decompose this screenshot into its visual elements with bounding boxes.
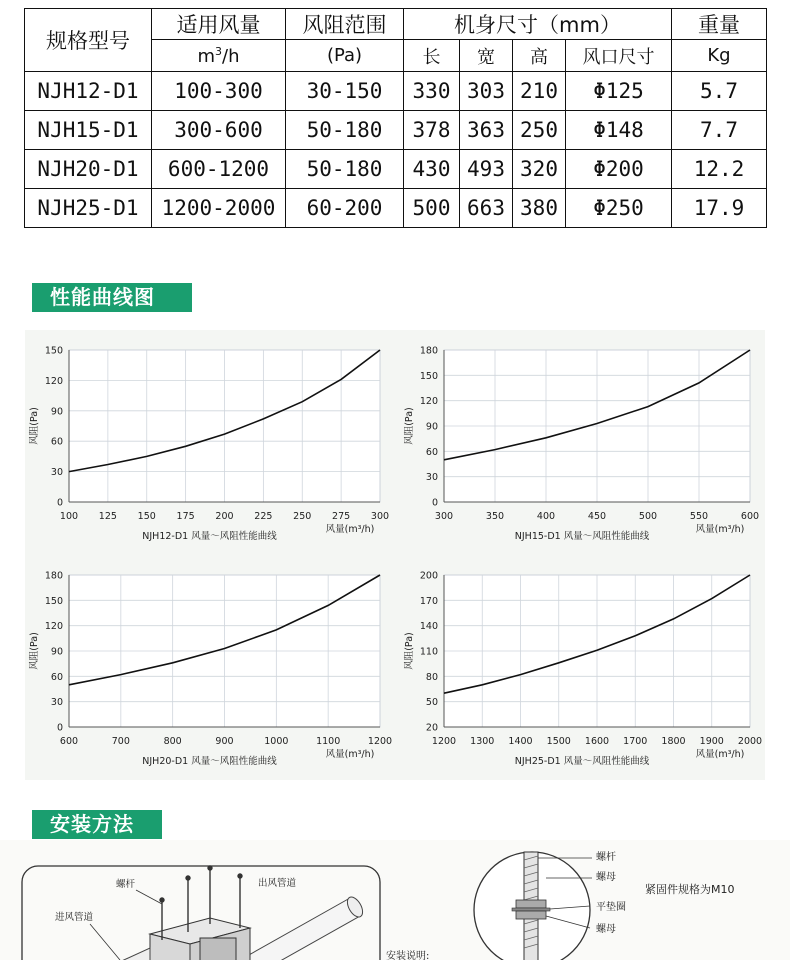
y-tick-label: 30 bbox=[50, 697, 63, 709]
x-tick-label: 1500 bbox=[546, 736, 571, 747]
header-width: 宽 bbox=[460, 40, 513, 72]
x-tick-label: 225 bbox=[254, 511, 273, 522]
x-tick-label: 700 bbox=[111, 736, 130, 747]
cell-airflow: 300-600 bbox=[152, 111, 286, 150]
x-tick-label: 450 bbox=[587, 511, 607, 522]
x-tick-label: 500 bbox=[638, 511, 658, 522]
x-tick-label: 1400 bbox=[508, 736, 533, 747]
label-outlet-duct: 出风管道 bbox=[258, 878, 297, 889]
y-tick-label: 60 bbox=[50, 436, 63, 448]
x-axis-label: 风量(m³/h) bbox=[325, 524, 375, 535]
spec-table bbox=[24, 8, 767, 228]
x-tick-label: 600 bbox=[740, 511, 760, 522]
cell-length: 430 bbox=[404, 150, 460, 189]
y-axis-label: 风阻(Pa) bbox=[29, 407, 40, 445]
cell-length: 330 bbox=[404, 72, 460, 111]
table-header-row bbox=[25, 9, 767, 40]
label-nut-bottom: 螺母 bbox=[596, 924, 616, 935]
y-tick-label: 150 bbox=[44, 345, 63, 357]
cell-width: 363 bbox=[460, 111, 513, 150]
cell-pressure: 60-200 bbox=[286, 189, 404, 228]
y-tick-label: 80 bbox=[425, 671, 438, 683]
header-model: 规格型号 bbox=[25, 9, 152, 72]
x-tick-label: 800 bbox=[163, 736, 182, 747]
x-axis-label: 风量(m³/h) bbox=[695, 749, 745, 760]
fastener-detail bbox=[474, 852, 590, 960]
x-tick-label: 900 bbox=[215, 736, 234, 747]
table-row bbox=[25, 111, 767, 150]
x-tick-label: 550 bbox=[689, 511, 709, 522]
y-tick-label: 90 bbox=[50, 646, 63, 658]
cell-weight: 5.7 bbox=[672, 72, 767, 111]
x-tick-label: 1300 bbox=[470, 736, 495, 747]
cell-outlet: Φ200 bbox=[566, 150, 672, 189]
y-axis-label: 风阻(Pa) bbox=[404, 632, 415, 670]
x-tick-label: 1200 bbox=[431, 736, 457, 747]
label-inlet-duct: 进风管道 bbox=[55, 912, 94, 923]
y-axis-label: 风阻(Pa) bbox=[404, 407, 415, 445]
y-tick-label: 0 bbox=[56, 722, 63, 734]
x-tick-label: 1800 bbox=[661, 736, 686, 747]
airflow-unit-rest: /h bbox=[222, 45, 240, 67]
y-tick-label: 120 bbox=[419, 396, 438, 408]
y-tick-label: 150 bbox=[419, 370, 438, 382]
x-tick-label: 100 bbox=[59, 511, 79, 522]
x-tick-label: 200 bbox=[215, 511, 234, 522]
cell-model: NJH12-D1 bbox=[25, 72, 152, 111]
cell-airflow: 600-1200 bbox=[152, 150, 286, 189]
cell-width: 663 bbox=[460, 189, 513, 228]
x-tick-label: 1700 bbox=[623, 736, 648, 747]
chart-title: NJH12-D1 风量～风阻性能曲线 bbox=[142, 531, 277, 542]
x-tick-label: 1000 bbox=[264, 736, 289, 747]
x-tick-label: 175 bbox=[176, 511, 195, 522]
x-tick-label: 300 bbox=[434, 511, 454, 522]
cell-width: 303 bbox=[460, 72, 513, 111]
cell-model: NJH25-D1 bbox=[25, 189, 152, 228]
x-tick-label: 275 bbox=[332, 511, 351, 522]
chart-panel bbox=[404, 571, 762, 768]
y-tick-label: 30 bbox=[425, 472, 438, 484]
y-tick-label: 90 bbox=[425, 421, 438, 433]
diagram-background bbox=[0, 840, 790, 960]
y-tick-label: 150 bbox=[44, 595, 63, 607]
cell-width: 493 bbox=[460, 150, 513, 189]
header-weight-unit: Kg bbox=[672, 40, 767, 72]
header-length: 长 bbox=[404, 40, 460, 72]
label-instructions: 安装说明: bbox=[386, 951, 430, 960]
x-tick-label: 1900 bbox=[699, 736, 724, 747]
table-row bbox=[25, 72, 767, 111]
cell-pressure: 50-180 bbox=[286, 111, 404, 150]
label-washer: 平垫圈 bbox=[596, 902, 626, 913]
installation-diagram bbox=[0, 840, 790, 960]
x-tick-label: 400 bbox=[536, 511, 556, 522]
label-nut-top: 螺母 bbox=[596, 872, 616, 883]
chart-title: NJH20-D1 风量～风阻性能曲线 bbox=[142, 756, 277, 767]
cell-pressure: 50-180 bbox=[286, 150, 404, 189]
header-airflow-unit bbox=[152, 40, 286, 72]
x-tick-label: 250 bbox=[293, 511, 312, 522]
chart-panel bbox=[404, 346, 759, 543]
cell-model: NJH15-D1 bbox=[25, 111, 152, 150]
y-tick-label: 120 bbox=[44, 375, 63, 387]
y-tick-label: 0 bbox=[431, 497, 438, 509]
header-weight: 重量 bbox=[672, 9, 767, 40]
cell-length: 378 bbox=[404, 111, 460, 150]
x-tick-label: 125 bbox=[98, 511, 117, 522]
x-tick-label: 300 bbox=[370, 511, 390, 522]
performance-charts bbox=[25, 330, 765, 780]
cell-weight: 7.7 bbox=[672, 111, 767, 150]
airflow-unit-sup: 3 bbox=[215, 44, 223, 58]
header-dims: 机身尺寸（mm） bbox=[404, 9, 672, 40]
chart-title: NJH25-D1 风量～风阻性能曲线 bbox=[514, 756, 650, 767]
y-tick-label: 180 bbox=[419, 345, 438, 357]
y-axis-label: 风阻(Pa) bbox=[29, 632, 40, 670]
y-tick-label: 110 bbox=[419, 646, 438, 658]
y-tick-label: 120 bbox=[44, 621, 63, 633]
cell-height: 250 bbox=[513, 111, 566, 150]
header-pressure: 风阻范围 bbox=[286, 9, 404, 40]
label-rod: 螺杆 bbox=[596, 852, 616, 863]
cell-height: 380 bbox=[513, 189, 566, 228]
x-axis-label: 风量(m³/h) bbox=[325, 749, 375, 760]
y-tick-label: 60 bbox=[425, 446, 438, 458]
header-airflow: 适用风量 bbox=[152, 9, 286, 40]
x-tick-label: 150 bbox=[137, 511, 156, 522]
cell-height: 210 bbox=[513, 72, 566, 111]
x-tick-label: 600 bbox=[59, 736, 79, 747]
x-tick-label: 350 bbox=[485, 511, 505, 522]
y-tick-label: 30 bbox=[50, 467, 63, 479]
y-tick-label: 50 bbox=[425, 697, 438, 709]
y-tick-label: 140 bbox=[419, 621, 438, 633]
section-title-performance: 性能曲线图 bbox=[32, 283, 192, 312]
y-tick-label: 170 bbox=[419, 595, 438, 607]
cell-height: 320 bbox=[513, 150, 566, 189]
cell-outlet: Φ250 bbox=[566, 189, 672, 228]
cell-weight: 12.2 bbox=[672, 150, 767, 189]
chart-title: NJH15-D1 风量～风阻性能曲线 bbox=[514, 531, 650, 542]
cell-airflow: 1200-2000 bbox=[152, 189, 286, 228]
table-row bbox=[25, 189, 767, 228]
chart-panel bbox=[29, 571, 392, 768]
x-tick-label: 1600 bbox=[584, 736, 610, 747]
y-tick-label: 20 bbox=[425, 722, 438, 734]
y-tick-label: 60 bbox=[50, 671, 63, 683]
chart-panel bbox=[29, 346, 389, 543]
header-pressure-unit: (Pa) bbox=[286, 40, 404, 72]
label-rod-left: 螺杆 bbox=[116, 879, 136, 890]
header-height: 高 bbox=[513, 40, 566, 72]
cell-model: NJH20-D1 bbox=[25, 150, 152, 189]
x-axis-label: 风量(m³/h) bbox=[695, 524, 745, 535]
y-tick-label: 180 bbox=[44, 570, 63, 582]
header-outlet: 风口尺寸 bbox=[566, 40, 672, 72]
cell-pressure: 30-150 bbox=[286, 72, 404, 111]
cell-airflow: 100-300 bbox=[152, 72, 286, 111]
table-row bbox=[25, 150, 767, 189]
cell-length: 500 bbox=[404, 189, 460, 228]
y-tick-label: 90 bbox=[50, 406, 63, 418]
label-fastener-spec: 紧固件规格为M10 bbox=[645, 883, 735, 896]
x-tick-label: 1100 bbox=[316, 736, 341, 747]
cell-outlet: Φ148 bbox=[566, 111, 672, 150]
x-tick-label: 2000 bbox=[737, 736, 763, 747]
y-tick-label: 200 bbox=[419, 570, 438, 582]
cell-outlet: Φ125 bbox=[566, 72, 672, 111]
airflow-unit-base: m bbox=[197, 45, 216, 67]
y-tick-label: 0 bbox=[56, 497, 63, 509]
section-title-installation: 安装方法 bbox=[32, 810, 162, 839]
cell-weight: 17.9 bbox=[672, 189, 767, 228]
x-tick-label: 1200 bbox=[367, 736, 393, 747]
